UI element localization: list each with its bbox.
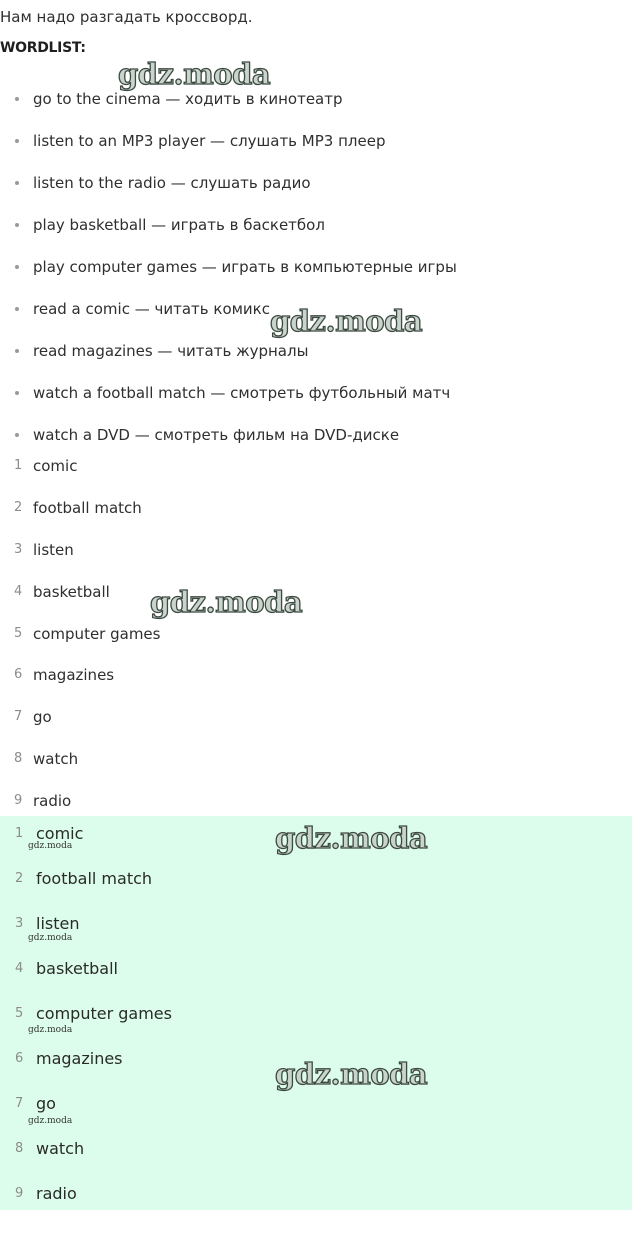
answer-item: 1 comic <box>15 824 84 843</box>
answer-item: 2 football match <box>15 869 153 888</box>
answer-item: 6 magazines <box>15 1049 123 1068</box>
watermark-logo: gdz.moda <box>275 1057 428 1091</box>
small-watermark: gdz.moda <box>28 1025 73 1035</box>
small-watermark: gdz.moda <box>28 933 73 943</box>
watermark-logo: gdz.moda <box>118 57 271 91</box>
bullet-icon <box>15 181 19 185</box>
bullet-icon <box>15 433 19 437</box>
watermark-logo: gdz.moda <box>270 304 423 338</box>
bullet-icon <box>15 97 19 101</box>
intro-text: Нам надо разгадать кроссворд. <box>0 8 253 26</box>
wordlist-heading: WORDLIST: <box>0 40 86 56</box>
answer-item: 4 basketball <box>15 959 118 978</box>
answer-item: 3 listen <box>15 914 80 933</box>
bullet-icon <box>15 223 19 227</box>
answer-item: 9 radio <box>15 1184 77 1203</box>
bullet-icon <box>15 391 19 395</box>
watermark-logo: gdz.moda <box>150 585 303 619</box>
answer-item: 8 watch <box>15 1139 85 1158</box>
bullet-icon <box>15 139 19 143</box>
answer-box <box>0 816 632 1210</box>
answer-item: 5 computer games <box>15 1004 172 1023</box>
answer-item: 7 go <box>15 1094 56 1113</box>
watermark-logo: gdz.moda <box>275 821 428 855</box>
small-watermark: gdz.moda <box>28 1116 73 1126</box>
small-watermark: gdz.moda <box>28 841 73 851</box>
bullet-icon <box>15 349 19 353</box>
bullet-icon <box>15 265 19 269</box>
bullet-icon <box>15 307 19 311</box>
